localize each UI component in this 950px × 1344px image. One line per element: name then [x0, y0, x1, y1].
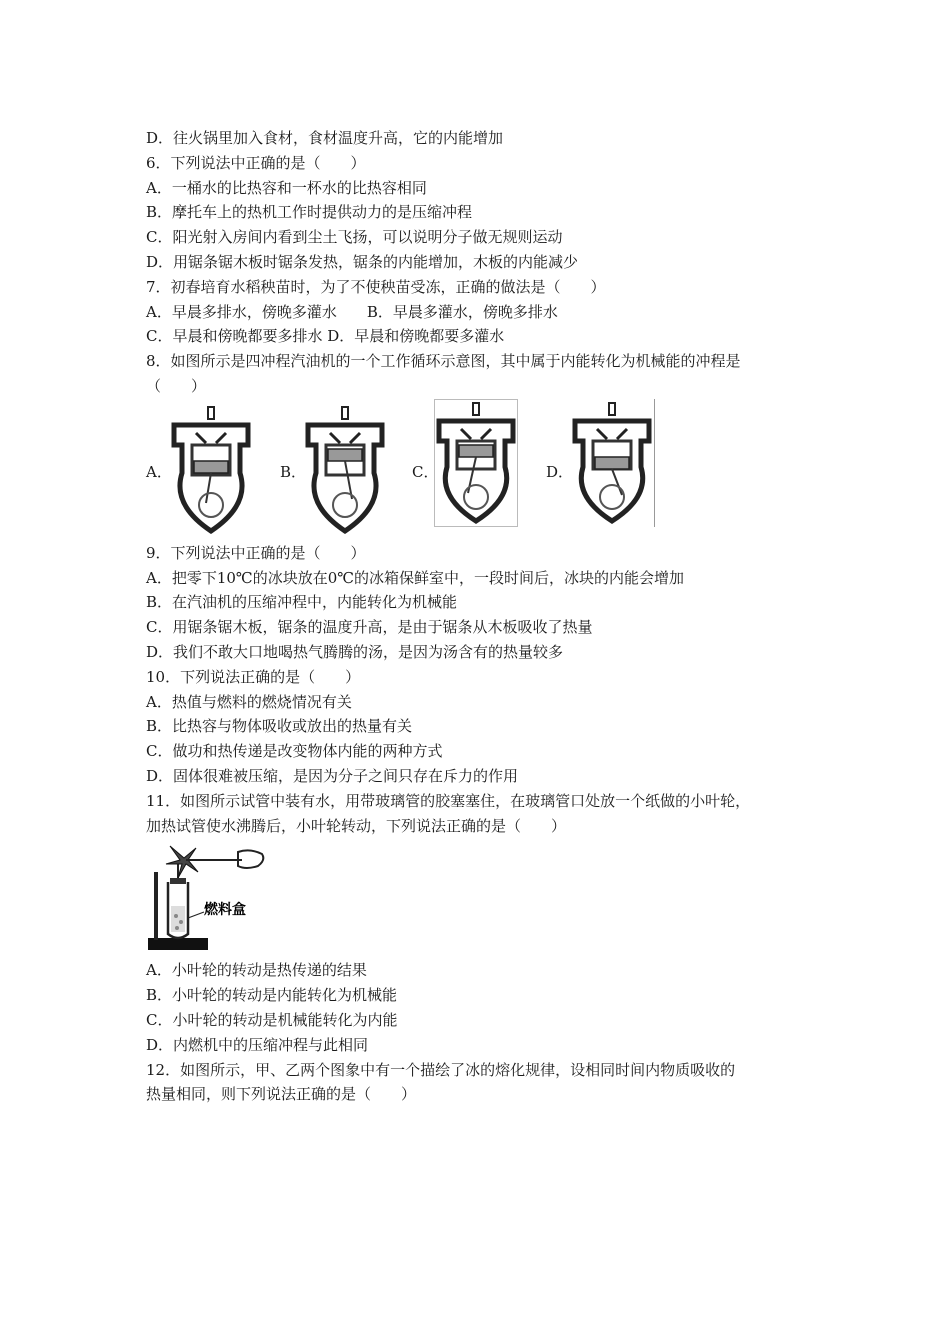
- question-11-stem-cont: 加热试管使水沸腾后，小叶轮转动，下列说法正确的是（ ）: [146, 816, 567, 835]
- question-11-stem: 11．如图所示试管中装有水，用带玻璃管的胶塞塞住，在玻璃管口处放一个纸做的小叶轮，: [146, 791, 751, 810]
- question-10-stem: 10．下列说法正确的是（ ）: [146, 667, 361, 686]
- engine-diagram-image: [166, 405, 256, 535]
- question-7-stem: 7．初春培育水稻秧苗时，为了不使秧苗受冻，正确的做法是（ ）: [146, 277, 606, 296]
- option-line: A．小叶轮的转动是热传递的结果: [146, 961, 367, 980]
- option-line: C．做功和热传递是改变物体内能的两种方式: [146, 742, 443, 761]
- option-line: C．阳光射入房间内看到尘土飞扬，可以说明分子做无规则运动: [146, 228, 563, 247]
- option-line: A．热值与燃料的燃烧情况有关: [146, 692, 352, 711]
- engine-diagram-image: [568, 399, 656, 527]
- option-line: D．我们不敢大口地喝热气腾腾的汤，是因为汤含有的热量较多: [146, 642, 564, 661]
- option-label: C．: [412, 462, 439, 481]
- question-6-stem: 6．下列说法中正确的是（ ）: [146, 153, 366, 172]
- question-12-stem: 12．如图所示，甲、乙两个图象中有一个描绘了冰的熔化规律，设相同时间内物质吸收的: [146, 1060, 736, 1079]
- fuel-box-label: 燃料盒: [204, 902, 246, 919]
- option-line: C．用锯条锯木板，锯条的温度升高，是由于锯条从木板吸收了热量: [146, 618, 593, 637]
- option-line: A．早晨多排水，傍晚多灌水 B．早晨多灌水，傍晚多排水: [146, 302, 558, 321]
- option-label: B．: [280, 462, 307, 481]
- option-label: D．: [546, 462, 574, 481]
- option-line: D．固体很难被压缩，是因为分子之间只存在斥力的作用: [146, 766, 519, 785]
- question-9-stem: 9．下列说法中正确的是（ ）: [146, 543, 366, 562]
- test-tube-diagram-image: [146, 842, 276, 954]
- top-lines: [146, 126, 826, 399]
- pinwheel-test-tube-figure: [146, 842, 826, 958]
- option-line: A．把零下10℃的冰块放在0℃的冰箱保鲜室中，一段时间后，冰块的内能会增加: [146, 568, 685, 587]
- engine-stroke-figures: [146, 399, 826, 541]
- option-line: B．小叶轮的转动是内能转化为机械能: [146, 986, 398, 1005]
- question-content: [146, 126, 826, 1107]
- option-line: C．小叶轮的转动是机械能转化为内能: [146, 1010, 398, 1029]
- option-line: B．摩托车上的热机工作时提供动力的是压缩冲程: [146, 203, 473, 222]
- option-line: B．比热容与物体吸收或放出的热量有关: [146, 717, 413, 736]
- engine-diagram-image: [300, 405, 390, 535]
- option-line: B．在汽油机的压缩冲程中，内能转化为机械能: [146, 593, 458, 612]
- question-8-stem-cont: （ ）: [146, 376, 207, 395]
- middle-lines: [146, 541, 826, 839]
- option-line: A．一桶水的比热容和一杯水的比热容相同: [146, 178, 427, 197]
- engine-diagram-image: [434, 399, 518, 527]
- option-label: A．: [146, 462, 172, 481]
- option-line: D．内燃机中的压缩冲程与此相同: [146, 1035, 369, 1054]
- bottom-lines: [146, 958, 826, 1107]
- question-8-stem: 8．如图所示是四冲程汽油机的一个工作循环示意图，其中属于内能转化为机械能的冲程是: [146, 352, 741, 371]
- option-line: C．早晨和傍晚都要多排水 D．早晨和傍晚都要多灌水: [146, 327, 505, 346]
- question-12-stem-cont: 热量相同，则下列说法正确的是（ ）: [146, 1085, 417, 1104]
- option-line: D．用锯条锯木板时锯条发热，锯条的内能增加，木板的内能减少: [146, 252, 579, 271]
- text-line: D．往火锅里加入食材，食材温度升高，它的内能增加: [146, 129, 504, 147]
